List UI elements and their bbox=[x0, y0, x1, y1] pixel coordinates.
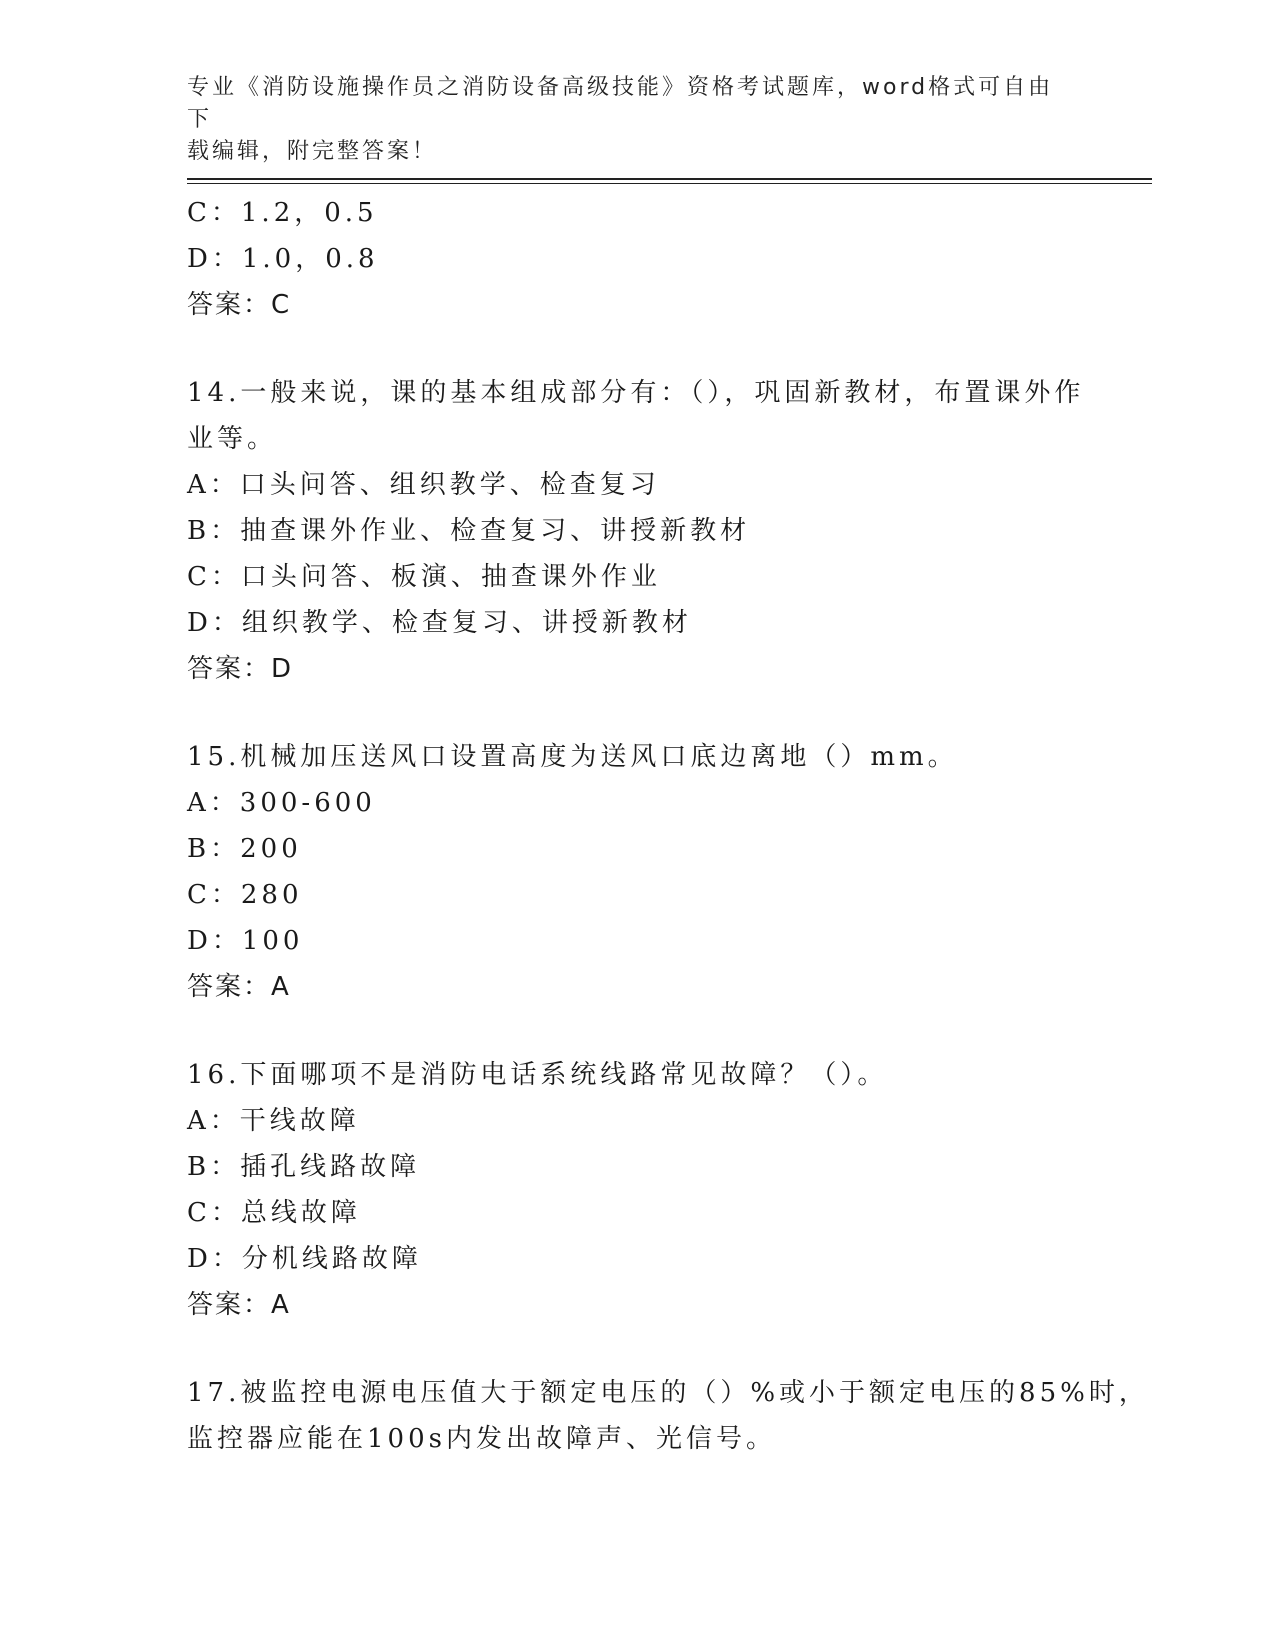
option-b: B：抽查课外作业、检查复习、讲授新教材 bbox=[187, 516, 751, 546]
spacer bbox=[187, 692, 1087, 734]
question-17 bbox=[187, 1370, 1149, 1462]
option-d: D：100 bbox=[187, 926, 304, 956]
document-header bbox=[187, 72, 1067, 168]
question-text-line-2: 监控器应能在100s内发出故障声、光信号。 bbox=[187, 1424, 776, 1454]
option-c: C：1.2，0.5 bbox=[187, 198, 378, 228]
answer: 答案：A bbox=[187, 1290, 291, 1320]
header-line-2: 载编辑，附完整答案！ bbox=[187, 139, 438, 164]
option-b: B：插孔线路故障 bbox=[187, 1152, 421, 1182]
question-text-line-1: 14.一般来说，课的基本组成部分有：（），巩固新教材，布置课外作 bbox=[187, 378, 1085, 408]
header-rule-thin bbox=[187, 183, 1152, 184]
question-14 bbox=[187, 370, 1087, 692]
question-16 bbox=[187, 1052, 1087, 1328]
answer: 答案：D bbox=[187, 654, 294, 684]
question-text-line-2: 业等。 bbox=[187, 424, 278, 454]
question-text-line-1: 16.下面哪项不是消防电话系统线路常见故障？（）。 bbox=[187, 1060, 888, 1090]
option-d: D：组织教学、检查复习、讲授新教材 bbox=[187, 608, 692, 638]
question-15 bbox=[187, 734, 1087, 1010]
header-line-1: 专业《消防设施操作员之消防设备高级技能》资格考试题库，word格式可自由下 bbox=[187, 75, 1054, 132]
option-d: D：分机线路故障 bbox=[187, 1244, 422, 1274]
option-a: A：口头问答、组织教学、检查复习 bbox=[187, 470, 660, 500]
option-a: A：干线故障 bbox=[187, 1106, 360, 1136]
option-c: C：280 bbox=[187, 880, 303, 910]
spacer bbox=[187, 1010, 1087, 1052]
option-c: C：口头问答、板演、抽查课外作业 bbox=[187, 562, 661, 592]
option-c: C：总线故障 bbox=[187, 1198, 361, 1228]
question-text-line-1: 15.机械加压送风口设置高度为送风口底边离地（）mm。 bbox=[187, 742, 958, 772]
question-text-line-1: 17.被监控电源电压值大于额定电压的（）%或小于额定电压的85%时， bbox=[187, 1378, 1149, 1408]
option-d: D：1.0，0.8 bbox=[187, 244, 379, 274]
header-rule-thick bbox=[187, 178, 1152, 180]
question-list bbox=[187, 190, 1149, 1462]
question-13 bbox=[187, 190, 1087, 328]
option-b: B：200 bbox=[187, 834, 302, 864]
answer: 答案：A bbox=[187, 972, 291, 1002]
answer: 答案：C bbox=[187, 290, 292, 320]
spacer bbox=[187, 1328, 1087, 1370]
option-a: A：300-600 bbox=[187, 788, 376, 818]
spacer bbox=[187, 328, 1087, 370]
